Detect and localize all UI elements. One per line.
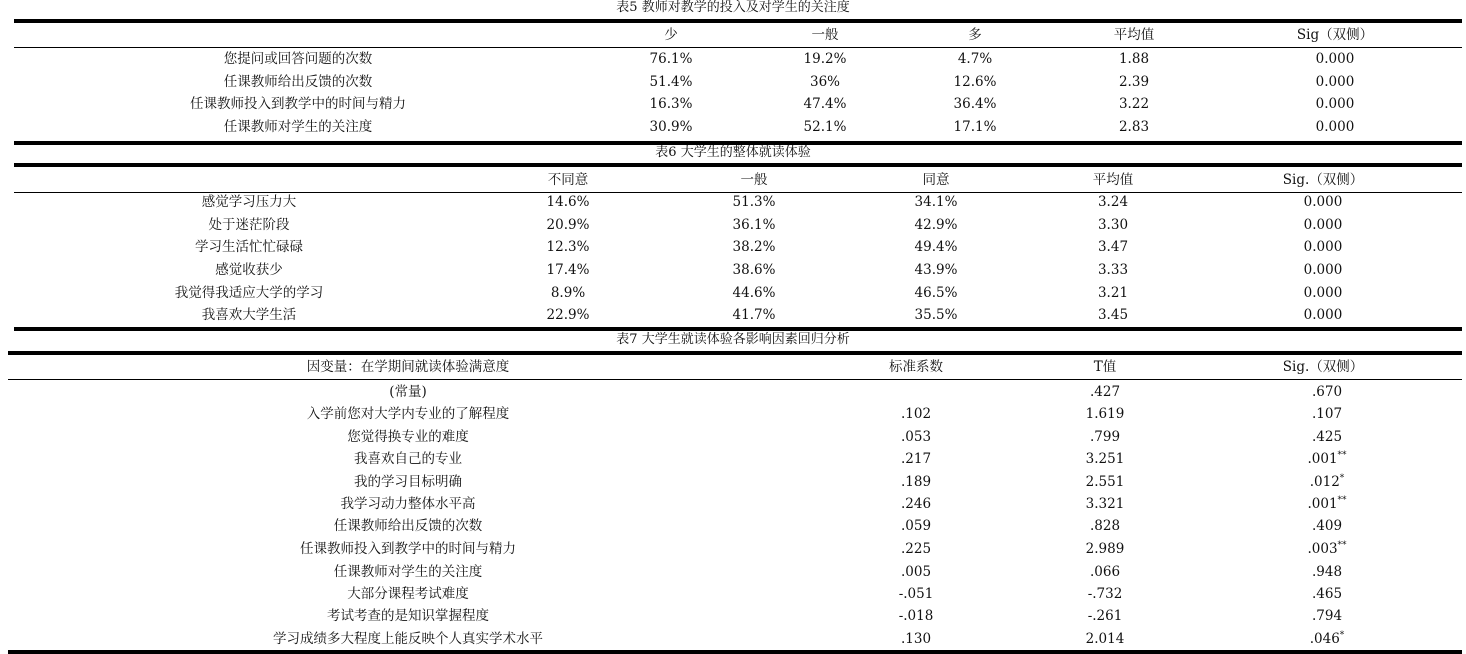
table6-header-3: [923, 171, 950, 189]
table6-row-0-col-0-text: 感觉学习压力大: [201, 194, 297, 210]
table6-row-1-col-0-text: 处于迷茫阶段: [208, 217, 290, 233]
table6-row-0-col-4-text: 3.24: [1097, 194, 1129, 210]
table7-row-8-col-1-text: .005: [900, 564, 932, 580]
table7-row-6-col-3-text: .409: [1311, 518, 1343, 534]
table7-row-1-col-1: [901, 405, 931, 423]
table5-row-1-col-3: [954, 73, 997, 91]
table7-row-1-col-3: [1312, 405, 1342, 423]
table5-header-2: [812, 26, 839, 44]
table7-row-0-col-3-text: .670: [1311, 384, 1343, 400]
table7-header-0-text: 因变量：在学期间就读体验满意度: [306, 359, 510, 375]
table6-row-3-col-4-text: 3.33: [1097, 262, 1129, 278]
table7-row-6-col-1-text: .059: [900, 518, 932, 534]
table5-row-2-col-2-text: 47.4%: [803, 96, 847, 112]
significance-marker: **: [1337, 540, 1347, 551]
table5-row-2-col-5: [1316, 95, 1355, 113]
table6-row-4-col-3-text: 46.5%: [914, 285, 958, 301]
table6-header-1-text: 不同意: [547, 172, 589, 188]
table7-row-7-col-3-text: .003: [1307, 541, 1338, 557]
table6-row-0-col-2: [733, 193, 776, 211]
table5-header-rule: [14, 47, 1462, 48]
table6-row-5-col-3-text: 35.5%: [914, 307, 958, 323]
table5-header-2-text: 一般: [811, 27, 839, 43]
table7-row-0-col-0: [389, 383, 427, 401]
table7-header-rule: [8, 379, 1462, 380]
table7-row-4-col-3: [1310, 473, 1345, 491]
table6-row-3-col-3-text: 43.9%: [914, 262, 958, 278]
table7-row-11-col-3: [1310, 630, 1345, 648]
table6-row-4-col-0-text: 我觉得我适应大学的学习: [174, 285, 324, 301]
table7-row-3-col-2: [1086, 450, 1125, 468]
table6-row-3-col-1-text: 17.4%: [546, 262, 590, 278]
table5-row-1-col-4: [1119, 73, 1149, 91]
table7-row-4-col-3-text: .012: [1309, 474, 1340, 490]
table6-header-2-text: 一般: [740, 172, 768, 188]
table7-row-7-col-2: [1086, 540, 1125, 558]
table7-row-10-col-1-text: -.018: [898, 608, 934, 624]
table6-row-3-col-3: [915, 261, 958, 279]
table7-row-2-col-0-text: 您觉得换专业的难度: [347, 429, 469, 445]
table5-row-2-col-3-text: 36.4%: [953, 96, 997, 112]
table7-row-9-col-0: [347, 585, 469, 603]
table6-row-3-col-5: [1304, 261, 1343, 279]
table5-row-3-col-3-text: 17.1%: [953, 119, 997, 135]
table7-row-0-col-2-text: .427: [1089, 384, 1121, 400]
table5-row-1-col-5: [1316, 73, 1355, 91]
table7-row-4-col-0-text: 我的学习目标明确: [354, 474, 462, 490]
table6-row-5-col-0: [202, 306, 297, 324]
table5-row-2-col-3: [954, 95, 997, 113]
table7-row-3-col-1: [901, 450, 931, 468]
table7-row-10-col-0: [327, 607, 489, 625]
table6-row-5-col-1-text: 22.9%: [546, 307, 590, 323]
table6-header-5: [1283, 171, 1364, 189]
table5-row-0-col-0-text: 您提问或回答问题的次数: [223, 51, 373, 67]
table6-row-1-col-2: [733, 216, 776, 234]
table7-row-8-col-3-text: .948: [1311, 564, 1343, 580]
table7-row-0-col-2: [1090, 383, 1120, 401]
table6-header-2: [741, 171, 768, 189]
table7-row-1-col-3-text: .107: [1311, 406, 1343, 422]
table6-row-4-col-5-text: 0.000: [1303, 285, 1343, 301]
table7-row-1-col-2-text: 1.619: [1085, 406, 1125, 422]
table6-row-2-col-2: [733, 238, 776, 256]
table5-row-2-col-4: [1119, 95, 1149, 113]
table6-row-2-col-4: [1098, 238, 1128, 256]
table6-row-3-col-2-text: 38.6%: [732, 262, 776, 278]
table6-row-1-col-5: [1304, 216, 1343, 234]
table7-row-7-col-0-text: 任课教师投入到教学中的时间与精力: [300, 541, 516, 557]
table7-row-3-col-0: [354, 450, 462, 468]
table7-row-9-col-3: [1312, 585, 1342, 603]
table7-row-9-col-3-text: .465: [1311, 586, 1343, 602]
table6-row-2-col-3: [915, 238, 958, 256]
table7-row-4-col-1: [901, 473, 931, 491]
table5-row-1-col-5-text: 0.000: [1315, 74, 1355, 90]
table7-row-11-col-0-text: 学习成绩多大程度上能反映个人真实学术水平: [273, 631, 543, 647]
table7-row-1-col-2: [1086, 405, 1125, 423]
table6-caption: 表6 大学生的整体就读体验: [655, 145, 811, 160]
table7-row-8-col-2: [1090, 563, 1120, 581]
table5-row-3-col-2-text: 52.1%: [803, 119, 847, 135]
table5-row-0-col-1-text: 76.1%: [649, 51, 693, 67]
table7-row-10-col-3-text: .794: [1311, 608, 1343, 624]
table6-row-2-col-4-text: 3.47: [1097, 239, 1129, 255]
table7-row-5-col-1-text: .246: [900, 496, 932, 512]
table5-row-2-col-0-text: 任课教师投入到教学中的时间与精力: [190, 96, 406, 112]
table5-row-3-col-1: [650, 118, 693, 136]
table6-row-0-col-1: [547, 193, 590, 211]
table5-row-0-col-3-text: 4.7%: [957, 51, 993, 67]
table6-row-1-col-3: [915, 216, 958, 234]
table7-header-3-text: Sig.（双侧）: [1282, 359, 1364, 375]
table6-bottom-rule: [14, 327, 1462, 331]
table5-row-3-col-1-text: 30.9%: [649, 119, 693, 135]
table6-row-5-col-4: [1098, 306, 1128, 324]
table7-row-8-col-2-text: .066: [1089, 564, 1121, 580]
table7-row-3-col-1-text: .217: [900, 451, 932, 467]
table7-row-3-col-3: [1307, 450, 1346, 468]
table6-row-1-col-5-text: 0.000: [1303, 217, 1343, 233]
table7-row-10-col-2-text: -.261: [1087, 608, 1123, 624]
table7-row-3-col-0-text: 我喜欢自己的专业: [354, 451, 462, 467]
table7-row-5-col-0-text: 我学习动力整体水平高: [340, 496, 476, 512]
table6-row-0-col-5: [1304, 193, 1343, 211]
table5-row-3-col-5-text: 0.000: [1315, 119, 1355, 135]
table6-row-5-col-3: [915, 306, 958, 324]
table6-row-3-col-5-text: 0.000: [1303, 262, 1343, 278]
table7-row-11-col-2: [1086, 630, 1125, 648]
table7-header-0: [307, 358, 510, 376]
table5-row-3-col-4: [1119, 118, 1149, 136]
table7-row-2-col-3-text: .425: [1311, 429, 1343, 445]
table6-row-3-col-4: [1098, 261, 1128, 279]
table6-header-1: [548, 171, 589, 189]
table5-header-1-text: 少: [664, 27, 678, 43]
table7-row-7-col-0: [300, 540, 516, 558]
table7-row-2-col-2: [1090, 428, 1120, 446]
table5-row-0-col-2-text: 19.2%: [803, 51, 847, 67]
table6-row-3-col-1: [547, 261, 590, 279]
table5-row-2-col-0: [190, 95, 406, 113]
table5-header-3-text: 多: [968, 27, 982, 43]
table6-row-2-col-1-text: 12.3%: [546, 239, 590, 255]
table7-bottom-rule: [8, 650, 1462, 654]
table7-row-7-col-1-text: .225: [900, 541, 932, 557]
table7-row-1-col-0: [307, 405, 510, 423]
table7-row-6-col-1: [901, 517, 931, 535]
table7-row-2-col-1-text: .053: [900, 429, 932, 445]
table5-header-5: [1297, 26, 1373, 44]
table6-row-0-col-2-text: 51.3%: [732, 194, 776, 210]
table7-caption: 表7 大学生就读体验各影响因素回归分析: [616, 332, 850, 347]
table6-row-4-col-4-text: 3.21: [1097, 285, 1129, 301]
table7-row-0-col-0-text: (常量): [389, 384, 427, 400]
table6-row-2-col-0: [195, 238, 303, 256]
table6-row-2-col-1: [547, 238, 590, 256]
table5-row-2-col-4-text: 3.22: [1118, 96, 1150, 112]
table7-row-5-col-3-text: .001: [1307, 496, 1338, 512]
table7-row-5-col-3: [1307, 495, 1346, 513]
table7-row-6-col-2-text: .828: [1089, 518, 1121, 534]
table6-row-5-col-2-text: 41.7%: [732, 307, 776, 323]
table7-row-5-col-2: [1086, 495, 1125, 513]
table6-row-5-col-0-text: 我喜欢大学生活: [201, 307, 297, 323]
table7-row-9-col-2: [1088, 585, 1123, 603]
table5-top-rule: [14, 19, 1462, 23]
table6-row-2-col-0-text: 学习生活忙忙碌碌: [195, 239, 303, 255]
table6-row-4-col-0: [175, 284, 324, 302]
table5-row-0-col-2: [804, 50, 847, 68]
table5-row-0-col-5-text: 0.000: [1315, 51, 1355, 67]
table5-row-1-col-1: [650, 73, 693, 91]
table6-row-2-col-3-text: 49.4%: [914, 239, 958, 255]
table7-row-11-col-2-text: 2.014: [1085, 631, 1125, 647]
table6-header-4-text: 平均值: [1092, 172, 1134, 188]
table6-row-1-col-3-text: 42.9%: [914, 217, 958, 233]
significance-marker: **: [1337, 495, 1347, 506]
table6-row-0-col-5-text: 0.000: [1303, 194, 1343, 210]
table6-row-0-col-1-text: 14.6%: [546, 194, 590, 210]
table7-row-3-col-3-text: .001: [1307, 451, 1338, 467]
table5-header-4-text: 平均值: [1113, 27, 1155, 43]
table5-row-1-col-1-text: 51.4%: [649, 74, 693, 90]
table5-row-0-col-3: [958, 50, 992, 68]
table7-row-8-col-0: [334, 563, 483, 581]
table6-row-0-col-4: [1098, 193, 1128, 211]
table7-row-11-col-1-text: .130: [900, 631, 932, 647]
table7-row-9-col-1: [899, 585, 934, 603]
table5-row-0-col-5: [1316, 50, 1355, 68]
table5-row-3-col-3: [954, 118, 997, 136]
table7-row-0-col-3: [1312, 383, 1342, 401]
table5-caption: 表5 教师对教学的投入及对学生的关注度: [616, 0, 850, 15]
table5-row-2-col-2: [804, 95, 847, 113]
table6-row-3-col-2: [733, 261, 776, 279]
table5-row-3-col-0: [224, 118, 373, 136]
significance-marker: *: [1339, 473, 1345, 484]
table7-header-2-text: T值: [1093, 359, 1117, 375]
table5-row-3-col-4-text: 2.83: [1118, 119, 1150, 135]
table6-top-rule: [14, 163, 1462, 167]
table5-row-1-col-0: [224, 73, 373, 91]
table5-row-1-col-2-text: 36%: [809, 74, 841, 90]
table6-row-1-col-4: [1098, 216, 1128, 234]
table7-header-2: [1094, 358, 1117, 376]
table5-row-0-col-4-text: 1.88: [1118, 51, 1150, 67]
table5-row-1-col-4-text: 2.39: [1118, 74, 1150, 90]
significance-marker: **: [1337, 450, 1347, 461]
table7-row-4-col-0: [354, 473, 462, 491]
table7-row-5-col-1: [901, 495, 931, 513]
table7-row-2-col-0: [347, 428, 469, 446]
table6-header-4: [1093, 171, 1134, 189]
table7-row-7-col-1: [901, 540, 931, 558]
table6-row-3-col-0: [215, 261, 283, 279]
table6-row-1-col-1-text: 20.9%: [546, 217, 590, 233]
table7-row-4-col-2: [1086, 473, 1125, 491]
table5-row-2-col-1: [650, 95, 693, 113]
table6-row-5-col-1: [547, 306, 590, 324]
table6-row-0-col-3-text: 34.1%: [914, 194, 958, 210]
table7-row-10-col-2: [1088, 607, 1123, 625]
table7-header-1-text: 标准系数: [889, 359, 943, 375]
table7-row-1-col-1-text: .102: [900, 406, 932, 422]
table7-row-5-col-2-text: 3.321: [1085, 496, 1125, 512]
table6-row-1-col-0: [209, 216, 290, 234]
table7-row-6-col-3: [1312, 517, 1342, 535]
table5-header-1: [664, 26, 678, 44]
table6-row-5-col-2: [733, 306, 776, 324]
table6-row-0-col-3: [915, 193, 958, 211]
table5-row-1-col-0-text: 任课教师给出反馈的次数: [223, 74, 373, 90]
table6-row-4-col-3: [915, 284, 958, 302]
table7-row-10-col-3: [1312, 607, 1342, 625]
table7-row-4-col-2-text: 2.551: [1085, 474, 1125, 490]
table5-row-1-col-2: [810, 73, 840, 91]
table7-row-2-col-2-text: .799: [1089, 429, 1121, 445]
table5-row-2-col-5-text: 0.000: [1315, 96, 1355, 112]
table7-row-9-col-1-text: -.051: [898, 586, 934, 602]
table7-row-7-col-3: [1307, 540, 1346, 558]
table5-header-3: [968, 26, 982, 44]
table6-row-5-col-4-text: 3.45: [1097, 307, 1129, 323]
table7-row-3-col-2-text: 3.251: [1085, 451, 1125, 467]
table7-row-8-col-3: [1312, 563, 1342, 581]
table6-row-2-col-2-text: 38.2%: [732, 239, 776, 255]
table6-row-1-col-1: [547, 216, 590, 234]
table7-row-11-col-1: [901, 630, 931, 648]
table6-header-3-text: 同意: [922, 172, 950, 188]
table6-row-5-col-5-text: 0.000: [1303, 307, 1343, 323]
table5-row-3-col-2: [804, 118, 847, 136]
table5-row-3-col-0-text: 任课教师对学生的关注度: [223, 119, 373, 135]
table7-row-2-col-1: [901, 428, 931, 446]
table6-row-2-col-5: [1304, 238, 1343, 256]
table5-row-0-col-4: [1119, 50, 1149, 68]
table7-row-9-col-0-text: 大部分课程考试难度: [347, 586, 469, 602]
table6-row-1-col-2-text: 36.1%: [732, 217, 776, 233]
table7-row-2-col-3: [1312, 428, 1342, 446]
table6-row-2-col-5-text: 0.000: [1303, 239, 1343, 255]
table6-row-1-col-4-text: 3.30: [1097, 217, 1129, 233]
table7-header-3: [1283, 358, 1364, 376]
table7-row-7-col-2-text: 2.989: [1085, 541, 1125, 557]
table7-row-9-col-2-text: -.732: [1087, 586, 1123, 602]
table7-row-8-col-0-text: 任课教师对学生的关注度: [333, 564, 483, 580]
table6-row-3-col-0-text: 感觉收获少: [215, 262, 283, 278]
table6-header-5-text: Sig.（双侧）: [1282, 172, 1364, 188]
table5-row-0-col-1: [650, 50, 693, 68]
table6-row-4-col-1-text: 8.9%: [550, 285, 586, 301]
table7-row-6-col-2: [1090, 517, 1120, 535]
table7-row-6-col-0: [334, 517, 483, 535]
table5-row-0-col-0: [224, 50, 373, 68]
table6-row-4-col-4: [1098, 284, 1128, 302]
table6-row-4-col-2: [733, 284, 776, 302]
table7-header-1: [889, 358, 943, 376]
table6-row-5-col-5: [1304, 306, 1343, 324]
table5-row-2-col-1-text: 16.3%: [649, 96, 693, 112]
table5-header-4: [1114, 26, 1155, 44]
table5-row-3-col-5: [1316, 118, 1355, 136]
table7-row-11-col-0: [273, 630, 543, 648]
table7-row-6-col-0-text: 任课教师给出反馈的次数: [333, 518, 483, 534]
table7-row-11-col-3-text: .046: [1309, 631, 1340, 647]
table7-row-8-col-1: [901, 563, 931, 581]
significance-marker: *: [1339, 630, 1345, 641]
table7-top-rule: [8, 351, 1462, 355]
table6-row-0-col-0: [202, 193, 297, 211]
table5-header-5-text: Sig（双侧）: [1296, 27, 1374, 43]
table6-row-4-col-2-text: 44.6%: [732, 285, 776, 301]
table6-row-4-col-5: [1304, 284, 1343, 302]
table7-row-1-col-0-text: 入学前您对大学内专业的了解程度: [306, 406, 510, 422]
table5-row-1-col-3-text: 12.6%: [953, 74, 997, 90]
table6-row-4-col-1: [551, 284, 585, 302]
table7-row-10-col-1: [899, 607, 934, 625]
table7-row-10-col-0-text: 考试考查的是知识掌握程度: [327, 608, 489, 624]
table7-row-5-col-0: [341, 495, 476, 513]
table7-row-4-col-1-text: .189: [900, 474, 932, 490]
